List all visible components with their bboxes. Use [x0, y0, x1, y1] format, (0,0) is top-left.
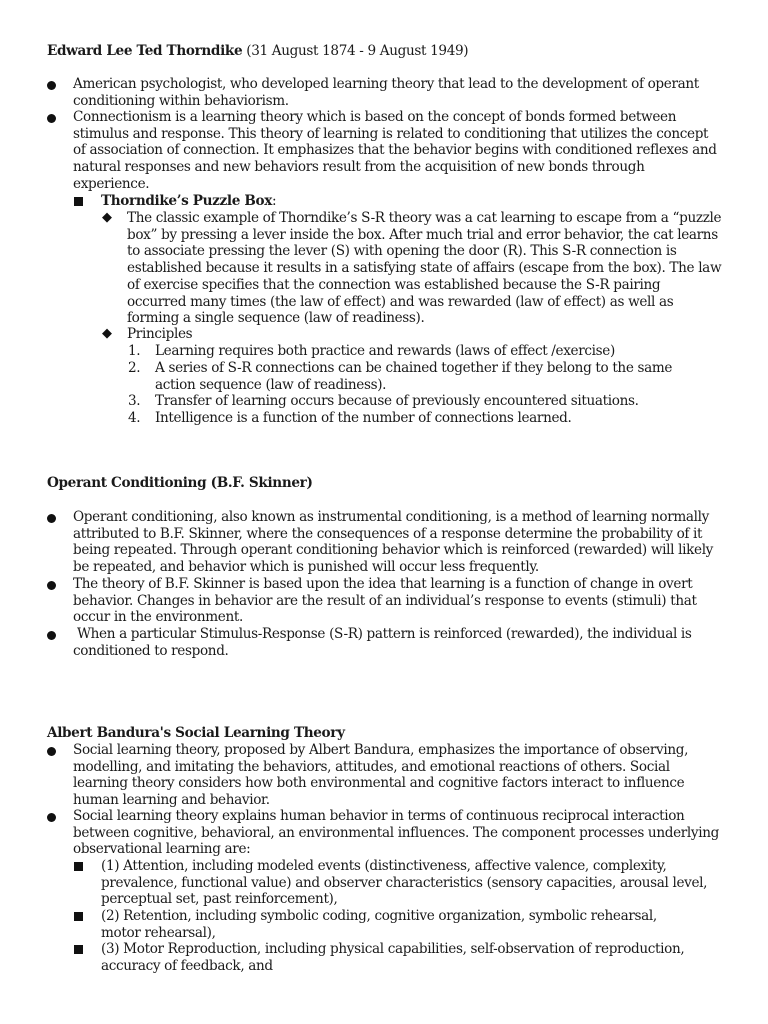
square-bullet-icon: [74, 945, 83, 954]
diamond-bullet-icon: ◆: [102, 326, 112, 341]
bullet-icon: [47, 631, 56, 640]
bullet-icon: [47, 813, 56, 822]
list-item-text: (1) Attention, including modeled events (distinctiveness, affective valence, complexity, prevalence, functional value) and observer characteristics (sensory capacities, arousal level, perceptual set, past reinforcement),: [101, 858, 708, 908]
section-title: Operant Conditioning (B.F. Skinner): [47, 475, 313, 491]
item-number: 2.: [128, 360, 141, 376]
section-heading-skinner: [47, 475, 313, 492]
list-item-text: Operant conditioning, also known as instrumental conditioning, is a method of learning normally attributed to B.F. Skinner, where the consequences of a response determine the probability of it being repeated. Through operant conditioning behavior which is reinforced (rewarded) will likely be repeated, and behavior which is punished will occur less frequently.: [73, 509, 714, 576]
item-text: Learning requires both practice and rewards (laws of effect /exercise): [155, 343, 615, 359]
list-item-text: Social learning theory, proposed by Albert Bandura, emphasizes the importance of observing, modelling, and imitating the behaviors, attitudes, and emotional reactions of others. Social learning theory considers how both environmental and cognitive factors interact to influence human learning and behavior.: [73, 742, 689, 809]
bullet-icon: [47, 747, 56, 756]
list-item-text: Connectionism is a learning theory which is based on the concept of bonds formed between stimulus and response. This theory of learning is related to conditioning that utilizes the concept of association of connection. It emphasizes that the behavior begins with conditioned reflexes and natural responses and new behaviors result from the acquisition of new bonds through experience.: [73, 109, 717, 192]
list-item-text: Principles: [127, 326, 193, 342]
bullet-icon: [47, 581, 56, 590]
section-dates: (31 August 1874 - 9 August 1949): [246, 43, 469, 59]
section-title: Albert Bandura's Social Learning Theory: [47, 725, 345, 741]
item-text: Transfer of learning occurs because of previously encountered situations.: [155, 393, 639, 409]
list-item-text: Social learning theory explains human behavior in terms of continuous reciprocal interaction between cognitive, behavioral, an environmental influences. The component processes underlying observational learning are:: [73, 808, 720, 858]
bullet-icon: [47, 514, 56, 523]
list-item-text: American psychologist, who developed learning theory that lead to the development of operant conditioning within behaviorism.: [73, 76, 699, 109]
item-number: 1.: [128, 343, 141, 359]
list-item-text: (2) Retention, including symbolic coding, cognitive organization, symbolic rehearsal, motor rehearsal),: [101, 908, 657, 941]
section-title: Edward Lee Ted Thorndike: [47, 43, 243, 59]
item-text: A series of S-R connections can be chained together if they belong to the same action sequence (law of readiness).: [155, 360, 673, 393]
list-item-text: The theory of B.F. Skinner is based upon the idea that learning is a function of change in overt behavior. Changes in behavior are the result of an individual’s response to events (stimuli) that occur in the environment.: [73, 576, 697, 626]
bullet-icon: [47, 81, 56, 90]
section-heading-thorndike: [47, 43, 468, 60]
sub-heading-colon: :: [272, 193, 277, 209]
square-bullet-icon: [74, 862, 83, 871]
sub-heading-title: Thorndike’s Puzzle Box: [101, 193, 273, 209]
item-text: Intelligence is a function of the number of connections learned.: [155, 410, 572, 426]
diamond-bullet-icon: ◆: [102, 210, 112, 225]
section-heading-bandura: [47, 725, 345, 742]
item-number: 3.: [128, 393, 141, 409]
bullet-icon: [47, 114, 56, 123]
list-item-text: The classic example of Thorndike’s S-R theory was a cat learning to escape from a “puzzle box” by pressing a lever inside the box. After much trial and error behavior, the cat learns to associate pressing the lever (S) with opening the door (R). This S-R connection is established because it results in a satisfying state of affairs (escape from the box). The law of exercise specifies that the connection was established because the S-R pairing occurred many times (the law of effect) and was rewarded (law of effect) as well as forming a single sequence (law of readiness).: [127, 210, 722, 327]
list-item-text: (3) Motor Reproduction, including physical capabilities, self-observation of reproduction, accuracy of feedback, and: [101, 941, 685, 974]
square-bullet-icon: [74, 912, 83, 921]
list-item-text: When a particular Stimulus-Response (S-R) pattern is reinforced (rewarded), the individual is conditioned to respond.: [73, 626, 696, 659]
square-bullet-icon: [74, 197, 83, 206]
item-number: 4.: [128, 410, 141, 426]
sub-heading: [101, 193, 276, 210]
